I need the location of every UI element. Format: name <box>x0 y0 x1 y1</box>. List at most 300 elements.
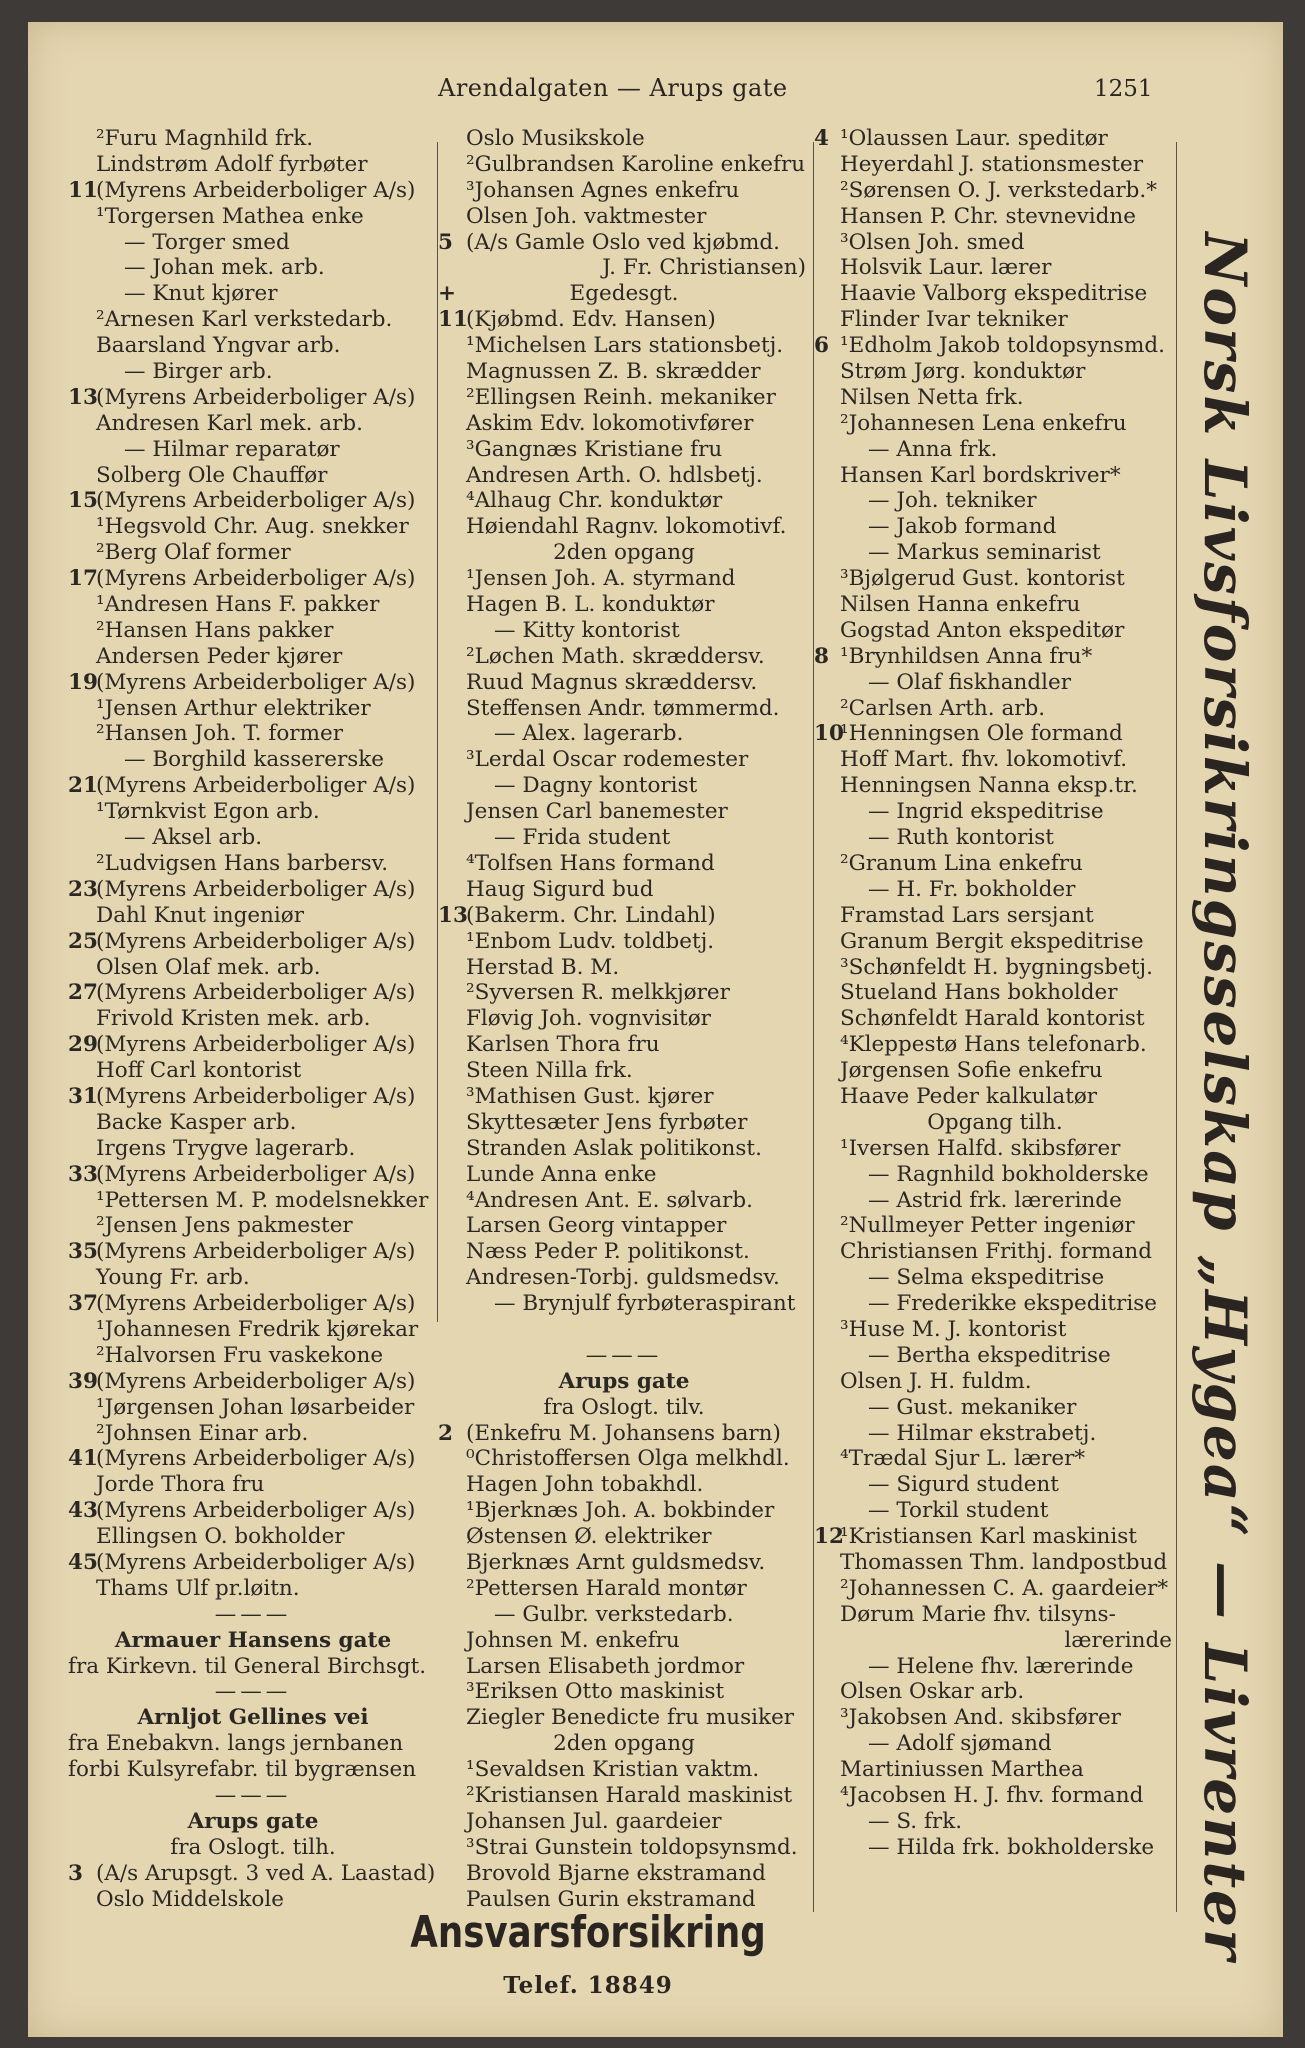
list-item <box>438 1576 810 1602</box>
list-item <box>814 437 1176 463</box>
entry-text: Hagen John tobakhdl. <box>466 1472 704 1498</box>
list-item <box>68 929 438 955</box>
entry-text: Magnussen Z. B. skrædder <box>466 359 761 385</box>
list-item <box>438 1188 810 1214</box>
list-item <box>814 1628 1176 1654</box>
list-item <box>68 1757 438 1783</box>
entry-text: — Selma ekspeditrise <box>868 1265 1105 1291</box>
entry-text: Opgang tilh. <box>927 1109 1063 1135</box>
entry-text: — Torger smed <box>124 229 290 255</box>
house-number: 43 <box>68 1498 98 1524</box>
entry-text: (Myrens Arbeiderboliger A/s) <box>96 1083 416 1109</box>
list-item <box>438 670 810 696</box>
list-item <box>438 955 810 981</box>
entry-text: Bjerknæs Arnt guldsmedsv. <box>466 1549 766 1575</box>
entry-text: ——— <box>214 1601 292 1627</box>
footer-phone: Telef. 18849 <box>503 1972 673 1999</box>
entry-text: — Markus seminarist <box>868 540 1101 566</box>
entry-text: fra Oslogt. tilv. <box>543 1394 705 1420</box>
list-item <box>814 1006 1176 1032</box>
list-item <box>68 877 438 903</box>
list-item <box>814 1679 1176 1705</box>
entry-text: ²Ludvigsen Hans barbersv. <box>96 850 389 876</box>
list-item <box>68 1265 438 1291</box>
list-item <box>814 1343 1176 1369</box>
list-item <box>68 1395 438 1421</box>
list-item <box>814 1188 1176 1214</box>
list-item <box>68 1550 438 1576</box>
list-item <box>438 1498 810 1524</box>
entry-text: (Myrens Arbeiderboliger A/s) <box>96 1161 416 1187</box>
list-item <box>438 1731 810 1757</box>
entry-text: Jensen Carl banemester <box>466 799 728 825</box>
list-item <box>814 1602 1176 1628</box>
entry-text: Christiansen Frithj. formand <box>840 1239 1152 1265</box>
list-item <box>68 437 438 463</box>
list-item <box>68 1472 438 1498</box>
entry-text: Gogstad Anton ekspeditør <box>840 617 1125 643</box>
entry-text: — Olaf fiskhandler <box>868 669 1072 695</box>
entry-text: ¹Henningsen Ole formand <box>840 721 1123 747</box>
list-item <box>438 1395 810 1421</box>
entry-text: ¹Johannesen Fredrik kjørekar <box>96 1316 419 1342</box>
list-item <box>814 1835 1176 1861</box>
list-item <box>438 1317 810 1343</box>
entry-text: Irgens Trygve lagerarb. <box>96 1135 356 1161</box>
list-item <box>438 1291 810 1317</box>
list-item <box>814 1395 1176 1421</box>
list-item <box>814 1291 1176 1317</box>
entry-text: Dahl Knut ingeniør <box>96 902 304 928</box>
list-item <box>814 747 1176 773</box>
entry-text: ⁴Trædal Sjur L. lærer* <box>840 1446 1086 1472</box>
list-item <box>438 385 810 411</box>
page-number: 1251 <box>1094 76 1153 102</box>
list-item <box>68 1861 438 1887</box>
entry-text: Lunde Anna enke <box>466 1161 657 1187</box>
list-item <box>814 230 1176 256</box>
page-title: Arendalgaten — Arups gate <box>438 74 788 102</box>
list-item <box>68 178 438 204</box>
entry-text: Nilsen Hanna enkefru <box>840 592 1081 618</box>
list-item <box>68 1679 438 1705</box>
entry-text: Armauer Hansens gate <box>114 1627 392 1653</box>
list-item <box>814 1654 1176 1680</box>
list-item <box>438 126 810 152</box>
house-number: 27 <box>68 980 98 1006</box>
house-number: 19 <box>68 669 98 695</box>
entry-text: Young Fr. arb. <box>96 1265 250 1291</box>
entry-text: forbi Kulsyrefabr. til bygrænsen <box>68 1757 417 1783</box>
entry-text: Hansen Karl bordskriver* <box>840 462 1121 488</box>
entry-text: ³Jakobsen And. skibsfører <box>840 1705 1121 1731</box>
entry-text: Olsen Oskar arb. <box>840 1679 1025 1705</box>
list-item <box>68 1136 438 1162</box>
entry-text: fra Enebakvn. langs jernbanen <box>68 1731 404 1757</box>
entry-text: ³Mathisen Gust. kjører <box>466 1083 714 1109</box>
entry-text: ¹Pettersen M. P. modelsnekker <box>96 1187 429 1213</box>
list-item <box>68 463 438 489</box>
list-item <box>814 1472 1176 1498</box>
entry-text: ¹Tørnkvist Egon arb. <box>96 799 320 825</box>
house-number: 15 <box>68 488 98 514</box>
entry-text: (A/s Arupsgt. 3 ved A. Laastad) <box>96 1860 436 1886</box>
directory-column-2 <box>438 126 810 1912</box>
house-number: 4 <box>814 126 829 151</box>
entry-text: — Adolf sjømand <box>868 1731 1052 1757</box>
list-item <box>814 1705 1176 1731</box>
side-advertisement <box>1190 232 1260 1962</box>
entry-text: Lindstrøm Adolf fyrbøter <box>96 151 368 177</box>
list-item <box>814 1550 1176 1576</box>
entry-text: ²Furu Magnhild frk. <box>96 126 314 151</box>
list-item <box>814 178 1176 204</box>
entry-text: ²Kristiansen Harald maskinist <box>466 1783 793 1808</box>
list-item <box>438 1679 810 1705</box>
list-item <box>68 1524 438 1550</box>
entry-text: (Myrens Arbeiderboliger A/s) <box>96 1291 416 1317</box>
list-item <box>438 1757 810 1783</box>
list-item <box>438 281 810 307</box>
entry-text: — Ingrid ekspeditrise <box>868 799 1104 825</box>
entry-text: Ziegler Benedicte fru musiker <box>466 1705 795 1731</box>
list-item <box>68 126 438 152</box>
list-item <box>438 204 810 230</box>
entry-text: Solberg Ole Chauffør <box>96 462 328 488</box>
entry-text: — Joh. tekniker <box>868 488 1037 514</box>
entry-text: ⁴Jacobsen H. J. fhv. formand <box>840 1783 1144 1808</box>
entry-text: — H. Fr. bokholder <box>868 876 1076 902</box>
list-item <box>438 1472 810 1498</box>
list-item <box>814 463 1176 489</box>
entry-text: ³Strai Gunstein toldopsynsmd. <box>466 1834 798 1860</box>
entry-text: — Johan mek. arb. <box>124 255 325 281</box>
entry-text: — Torkil student <box>868 1498 1049 1524</box>
list-item <box>438 1705 810 1731</box>
footer-advertisement: Ansvarsforsikring <box>410 1907 766 1958</box>
house-number: 3 <box>68 1860 83 1886</box>
list-item <box>438 1136 810 1162</box>
list-item <box>68 488 438 514</box>
entry-text: Egedesgt. <box>569 281 679 307</box>
list-item <box>814 851 1176 877</box>
list-item <box>68 618 438 644</box>
entry-text: Schønfeldt Harald kontorist <box>840 1006 1145 1032</box>
list-item <box>438 1550 810 1576</box>
entry-text: Dørum Marie fhv. tilsyns- <box>840 1601 1116 1627</box>
list-item <box>438 1032 810 1058</box>
list-item <box>68 1783 438 1809</box>
list-item <box>68 359 438 385</box>
house-number: 29 <box>68 1032 98 1058</box>
entry-text: ³Lerdal Oscar rodemester <box>466 747 749 773</box>
entry-text: ¹Iversen Halfd. skibsfører <box>840 1135 1121 1161</box>
entry-text: — Dagny kontorist <box>494 773 698 799</box>
entry-text: ³Schønfeldt H. bygningsbetj. <box>840 954 1153 980</box>
entry-text: ²Nullmeyer Petter ingeniør <box>840 1213 1135 1239</box>
entry-text: Askim Edv. lokomotivfører <box>466 410 754 436</box>
entry-text: ¹Kristiansen Karl maskinist <box>840 1524 1137 1550</box>
house-number: 35 <box>68 1239 98 1265</box>
list-item <box>438 747 810 773</box>
list-item <box>438 230 810 256</box>
entry-text: Andresen Arth. O. hdlsbetj. <box>466 462 763 488</box>
list-item <box>68 1006 438 1032</box>
directory-column-3 <box>814 126 1176 1861</box>
entry-text: ²Johnsen Einar arb. <box>96 1420 309 1446</box>
list-item <box>438 1654 810 1680</box>
list-item <box>68 747 438 773</box>
entry-text: Haave Peder kalkulatør <box>840 1083 1098 1109</box>
entry-text: ²Syversen R. melkkjører <box>466 980 730 1006</box>
house-number: 37 <box>68 1291 98 1317</box>
entry-text: — Borghild kassererske <box>124 747 385 773</box>
list-item <box>68 566 438 592</box>
entry-text: 2den opgang <box>553 1731 695 1757</box>
list-item <box>438 696 810 722</box>
entry-text: Olsen Joh. vaktmester <box>466 203 707 229</box>
house-number: 13 <box>68 384 98 410</box>
list-item <box>438 566 810 592</box>
entry-text: ¹Enbom Ludv. toldbetj. <box>466 928 715 954</box>
list-item <box>68 1369 438 1395</box>
list-item <box>68 980 438 1006</box>
list-item <box>814 1213 1176 1239</box>
list-item <box>814 359 1176 385</box>
list-item <box>68 1110 438 1136</box>
entry-text: ³Olsen Joh. smed <box>840 229 1025 255</box>
list-item <box>438 851 810 877</box>
entry-text: (Myrens Arbeiderboliger A/s) <box>96 928 416 954</box>
list-item <box>814 644 1176 670</box>
entry-text: Nilsen Netta frk. <box>840 384 1024 410</box>
entry-text: Holsvik Laur. lærer <box>840 255 1052 281</box>
list-item <box>68 1058 438 1084</box>
entry-text: Baarsland Yngvar arb. <box>96 333 341 359</box>
list-item <box>814 1032 1176 1058</box>
entry-text: ⁴Andresen Ant. E. sølvarb. <box>466 1187 753 1213</box>
list-item <box>814 696 1176 722</box>
list-item <box>814 1162 1176 1188</box>
list-item <box>814 333 1176 359</box>
list-item <box>814 1809 1176 1835</box>
list-item <box>814 1524 1176 1550</box>
list-item <box>814 721 1176 747</box>
list-item <box>814 1446 1176 1472</box>
entry-text: — S. frk. <box>868 1808 963 1834</box>
list-item <box>68 255 438 281</box>
list-item <box>438 307 810 333</box>
list-item <box>438 877 810 903</box>
list-item <box>814 1239 1176 1265</box>
list-item <box>438 540 810 566</box>
house-number: 11 <box>68 177 98 203</box>
house-number: 10 <box>814 721 844 747</box>
entry-text: — Alex. lagerarb. <box>494 721 684 747</box>
list-item <box>814 1110 1176 1136</box>
list-item <box>814 799 1176 825</box>
list-item <box>68 1576 438 1602</box>
entry-text: Arups gate <box>558 1368 690 1394</box>
list-item <box>438 1213 810 1239</box>
entry-text: ¹Olaussen Laur. speditør <box>840 126 1108 151</box>
entry-text: Steffensen Andr. tømmermd. <box>466 695 780 721</box>
entry-text: Martiniussen Marthea <box>840 1757 1084 1783</box>
entry-text: Hoff Mart. fhv. lokomotivf. <box>840 747 1128 773</box>
list-item <box>68 1291 438 1317</box>
entry-text: — Aksel arb. <box>124 825 263 851</box>
list-item <box>814 126 1176 152</box>
list-item <box>438 437 810 463</box>
entry-text: Stueland Hans bokholder <box>840 980 1118 1006</box>
entry-text: ¹Hegsvold Chr. Aug. snekker <box>96 514 409 540</box>
entry-text: Framstad Lars sersjant <box>840 902 1094 928</box>
house-number: 45 <box>68 1549 98 1575</box>
house-number: 31 <box>68 1083 98 1109</box>
entry-text: — Frida student <box>494 825 671 851</box>
house-number: + <box>438 281 457 307</box>
list-item <box>438 488 810 514</box>
entry-text: ³Bjølgerud Gust. kontorist <box>840 566 1125 592</box>
house-number: 21 <box>68 773 98 799</box>
entry-text: ²Løchen Math. skræddersv. <box>466 643 765 669</box>
house-number: 8 <box>814 643 829 669</box>
entry-text: — Knut kjører <box>124 281 278 307</box>
list-item <box>68 333 438 359</box>
entry-text: — Birger arb. <box>124 359 273 385</box>
list-item <box>814 929 1176 955</box>
entry-text: Haavie Valborg ekspeditrise <box>840 281 1148 307</box>
list-item <box>68 592 438 618</box>
list-item <box>68 1343 438 1369</box>
entry-text: Oslo Musikskole <box>466 126 645 151</box>
entry-text: Arups gate <box>187 1808 319 1834</box>
list-item <box>438 799 810 825</box>
list-item <box>814 592 1176 618</box>
list-item <box>68 721 438 747</box>
entry-text: ²Arnesen Karl verkstedarb. <box>96 307 393 333</box>
side-advertisement-text: Norsk Livsforsikringsselskap „Hygea“ — Livrenter <box>1191 232 1259 1962</box>
entry-text: Næss Peder P. politikonst. <box>466 1239 750 1265</box>
entry-text: ¹Jensen Joh. A. styrmand <box>466 566 736 592</box>
list-item <box>814 1369 1176 1395</box>
entry-text: ²Hansen Joh. T. former <box>96 721 343 747</box>
entry-text: Jørgensen Sofie enkefru <box>840 1058 1103 1084</box>
entry-text: ¹Jørgensen Johan løsarbeider <box>96 1394 415 1420</box>
entry-text: ⁴Tolfsen Hans formand <box>466 850 715 876</box>
list-item <box>68 851 438 877</box>
entry-text: Arnljot Gellines vei <box>137 1705 369 1731</box>
entry-text: (Enkefru M. Johansens barn) <box>466 1420 781 1446</box>
list-item <box>438 1058 810 1084</box>
list-item <box>438 644 810 670</box>
list-item <box>814 411 1176 437</box>
list-item <box>438 980 810 1006</box>
entry-text: — Ruth kontorist <box>868 825 1054 851</box>
entry-text: (Myrens Arbeiderboliger A/s) <box>96 1032 416 1058</box>
list-item <box>814 1265 1176 1291</box>
list-item <box>438 178 810 204</box>
entry-text: ³Gangnæs Kristiane fru <box>466 436 723 462</box>
list-item <box>814 618 1176 644</box>
entry-text: — Frederikke ekspeditrise <box>868 1291 1157 1317</box>
list-item <box>814 1757 1176 1783</box>
entry-text: — Brynjulf fyrbøteraspirant <box>494 1291 796 1317</box>
entry-text: Herstad B. M. <box>466 954 620 980</box>
list-item <box>68 1317 438 1343</box>
entry-text: Larsen Elisabeth jordmor <box>466 1653 745 1679</box>
entry-text: (Myrens Arbeiderboliger A/s) <box>96 488 416 514</box>
list-item <box>814 1576 1176 1602</box>
entry-text: Ruud Magnus skræddersv. <box>466 669 758 695</box>
list-item <box>438 929 810 955</box>
entry-text: ¹Sevaldsen Kristian vaktm. <box>466 1757 760 1783</box>
list-item <box>68 1421 438 1447</box>
list-item <box>814 903 1176 929</box>
entry-text: — Anna frk. <box>868 436 998 462</box>
list-item <box>438 514 810 540</box>
entry-text: ²Ellingsen Reinh. mekaniker <box>466 384 776 410</box>
entry-text: ²Hansen Hans pakker <box>96 617 334 643</box>
list-item <box>68 1188 438 1214</box>
entry-text: Østensen Ø. elektriker <box>466 1524 712 1550</box>
list-item <box>68 1809 438 1835</box>
house-number: 23 <box>68 876 98 902</box>
list-item <box>68 152 438 178</box>
directory-page <box>28 22 1283 2037</box>
entry-text: — Hilda frk. bokholderske <box>868 1834 1155 1860</box>
list-item <box>68 307 438 333</box>
entry-text: Heyerdahl J. stationsmester <box>840 151 1143 177</box>
entry-text: ²Gulbrandsen Karoline enkefru <box>466 151 806 177</box>
list-item <box>68 1654 438 1680</box>
entry-text: ²Berg Olaf former <box>96 540 291 566</box>
list-item <box>68 230 438 256</box>
list-item <box>814 307 1176 333</box>
house-number: 11 <box>438 307 468 333</box>
list-item <box>438 411 810 437</box>
list-item <box>68 514 438 540</box>
list-item <box>814 281 1176 307</box>
entry-text: ¹Michelsen Lars stationsbetj. <box>466 333 784 359</box>
list-item <box>814 385 1176 411</box>
list-item <box>68 1032 438 1058</box>
list-item <box>814 1084 1176 1110</box>
entry-text: — Jakob formand <box>868 514 1057 540</box>
entry-text: ⁴Alhaug Chr. konduktør <box>466 488 723 514</box>
list-item <box>438 1524 810 1550</box>
list-item <box>438 1421 810 1447</box>
entry-text: (Myrens Arbeiderboliger A/s) <box>96 773 416 799</box>
entry-text: ¹Andresen Hans F. pakker <box>96 592 380 618</box>
list-item <box>438 618 810 644</box>
entry-text: Olsen J. H. fuldm. <box>840 1368 1032 1394</box>
list-item <box>814 825 1176 851</box>
list-item <box>438 1110 810 1136</box>
page-header <box>28 74 1283 110</box>
entry-text: (A/s Gamle Oslo ved kjøbmd. <box>466 229 781 255</box>
entry-text: ——— <box>214 1679 292 1705</box>
list-item <box>438 825 810 851</box>
entry-text: J. Fr. Christiansen) <box>602 255 806 281</box>
list-item <box>68 644 438 670</box>
entry-text: ²Sørensen O. J. verkstedarb.* <box>840 177 1158 203</box>
list-item <box>68 540 438 566</box>
entry-text: (Myrens Arbeiderboliger A/s) <box>96 1239 416 1265</box>
entry-text: Haug Sigurd bud <box>466 876 654 902</box>
entry-text: ³Huse M. J. kontorist <box>840 1316 1067 1342</box>
list-item <box>814 255 1176 281</box>
